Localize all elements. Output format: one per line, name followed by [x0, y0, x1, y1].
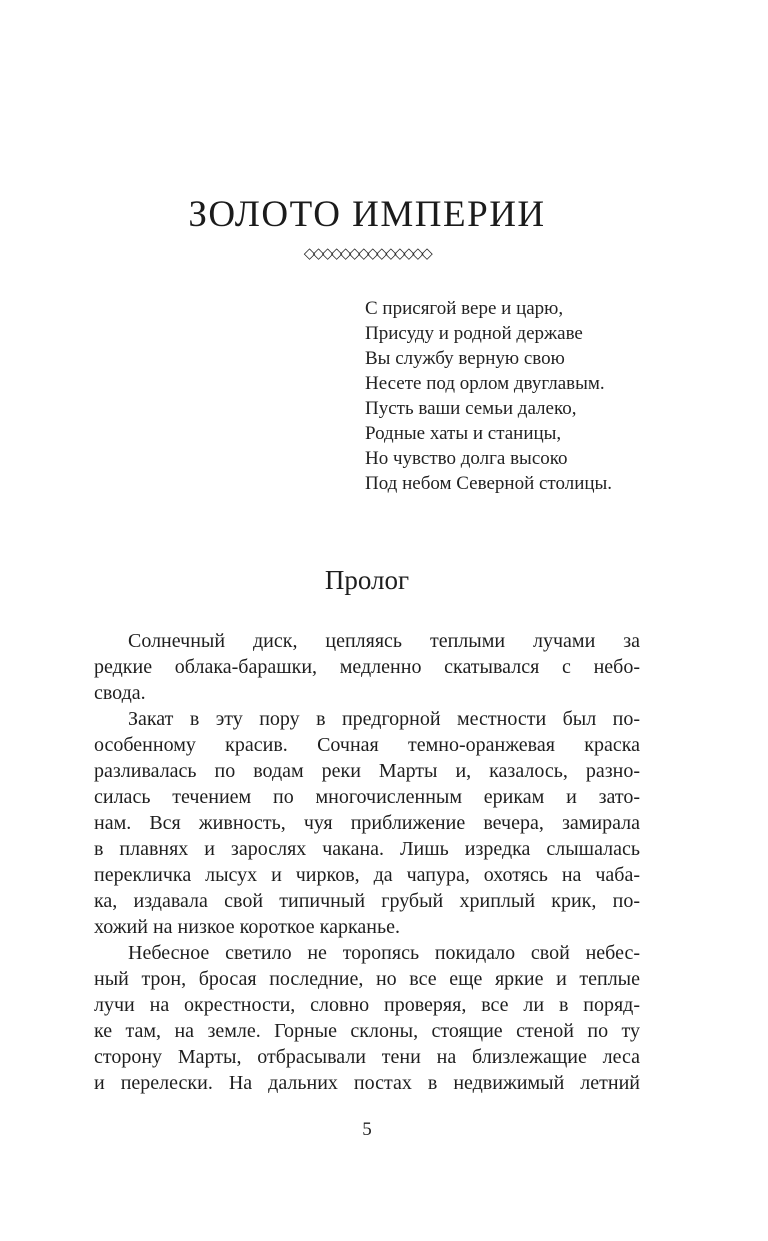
text-line: хожий на низкое короткое карканье. — [94, 916, 400, 938]
text-line: ка, издавала свой типичный грубый хриплый крик, по- — [94, 890, 640, 912]
text-block — [94, 0, 640, 1241]
text-line: и перелески. На дальних постах в недвижимый летний — [94, 1072, 640, 1094]
epigraph-line: Под небом Северной столицы. — [365, 473, 613, 494]
text-line: свода. — [94, 682, 146, 704]
epigraph-line: С присягой вере и царю, — [365, 298, 564, 319]
epigraph-line: Родные хаты и станицы, — [365, 423, 562, 444]
page-number: 5 — [362, 1119, 372, 1140]
text-line: силась течением по многочисленным ерикам и зато- — [94, 786, 640, 808]
epigraph-line: Пусть ваши семьи далеко, — [365, 398, 577, 419]
epigraph-line: Присуду и родной державе — [365, 323, 583, 344]
chapter-heading: Пролог — [324, 565, 410, 595]
paragraph — [94, 706, 640, 940]
text-line: ке там, на земле. Горные склоны, стоящие стеной по ту — [94, 1020, 640, 1042]
text-line: сторону Марты, отбрасывали тени на близлежащие леса — [94, 1046, 640, 1068]
text-line: ный трон, бросая последние, но все еще яркие и теплые — [94, 968, 640, 990]
book-title: ЗОЛОТО ИМПЕРИИ — [188, 194, 546, 235]
text-line: разливалась по водам реки Марты и, казалось, разно- — [94, 760, 640, 782]
epigraph-line: Но чувство долга высоко — [365, 448, 568, 469]
text-line: Солнечный диск, цепляясь теплыми лучами за — [128, 630, 640, 652]
text-line: перекличка лысух и чирков, да чапура, охотясь на чаба- — [94, 864, 640, 886]
text-line: в плавнях и зарослях чакана. Лишь изредка слышалась — [94, 838, 640, 860]
epigraph-line: Несете под орлом двуглавым. — [365, 373, 605, 394]
text-line: особенному красив. Сочная темно-оранжевая краска — [94, 734, 640, 756]
paragraph — [94, 940, 640, 1096]
body-text — [94, 628, 640, 1096]
epigraph — [365, 296, 640, 496]
text-line: Небесное светило не торопясь покидало свой небес- — [128, 942, 640, 964]
paragraph — [94, 628, 640, 706]
text-line: лучи на окрестности, словно проверяя, все ли в поряд- — [94, 994, 640, 1016]
epigraph-line: Вы службу верную свою — [365, 348, 565, 369]
text-line: редкие облака-барашки, медленно скатывался с небо- — [94, 656, 640, 678]
text-line: нам. Вся живность, чуя приближение вечера, замирала — [94, 812, 640, 834]
text-line: Закат в эту пору в предгорной местности был по- — [128, 708, 640, 730]
diamond-chain-ornament: ◇◇◇◇◇◇◇◇◇◇◇◇◇◇ — [303, 246, 431, 262]
